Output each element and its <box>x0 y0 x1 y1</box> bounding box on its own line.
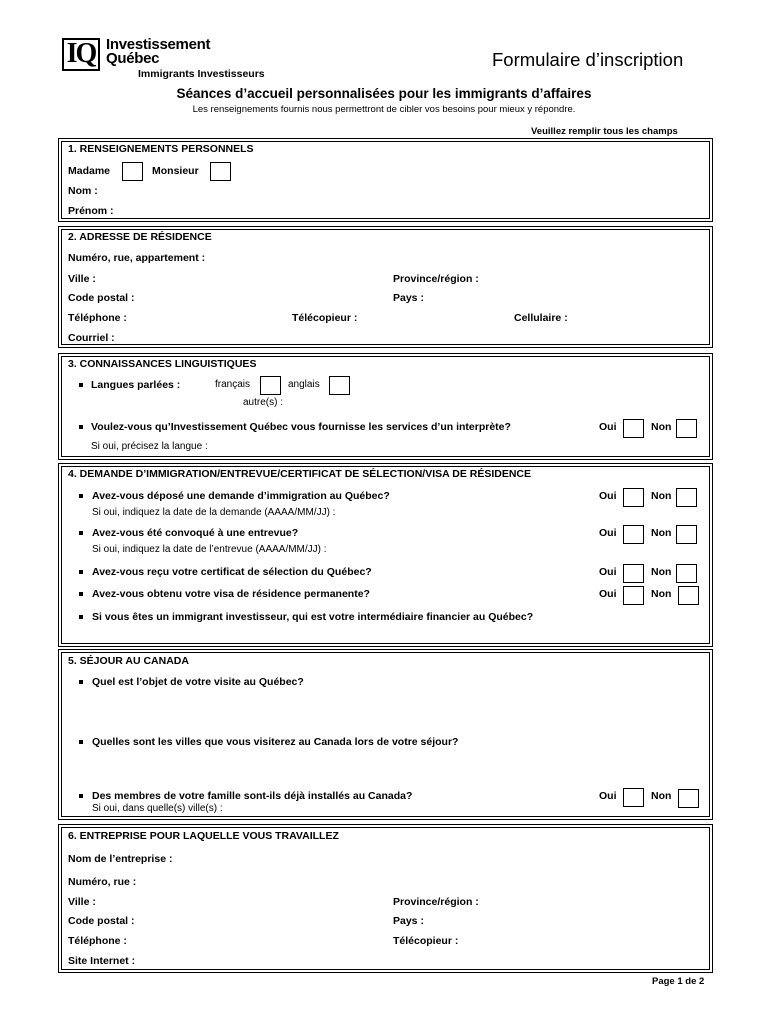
section-immigration-request <box>61 466 710 644</box>
bullet-icon <box>79 794 83 798</box>
demande-oui-checkbox[interactable] <box>623 488 644 507</box>
francais-label: français <box>215 379 251 390</box>
sub-title: Les renseignements fournis nous permettront de cibler vos besoins pour mieux y répondre. <box>192 104 576 115</box>
interprete-non-checkbox[interactable] <box>676 419 697 438</box>
section-company <box>61 827 710 970</box>
visa-oui-checkbox[interactable] <box>623 586 644 605</box>
logo-iq: IQ <box>66 38 96 69</box>
bullet-icon <box>79 531 83 535</box>
code-postal-label: Code postal : <box>68 292 135 304</box>
demande-non-checkbox[interactable] <box>676 488 697 507</box>
q-villes: Quelles sont les villes que vous visiterez au Canada lors de votre séjour? <box>92 736 459 748</box>
pays-label: Pays : <box>393 292 424 304</box>
province-label: Province/région : <box>393 896 479 908</box>
anglais-label: anglais <box>288 379 320 390</box>
nom-label: Nom : <box>68 185 98 197</box>
prenom-label: Prénom : <box>68 205 114 217</box>
bullet-icon <box>79 740 83 744</box>
pays-label: Pays : <box>393 915 424 927</box>
site-internet-label: Site Internet : <box>68 955 136 967</box>
ville-label: Ville : <box>68 273 96 285</box>
date-entrevue-label: Si oui, indiquez la date de l’entrevue (AAAA/MM/JJ) : <box>92 544 327 555</box>
section-title: 1. RENSEIGNEMENTS PERSONNELS <box>68 143 254 155</box>
monsieur-checkbox[interactable] <box>210 162 231 181</box>
famille-oui-checkbox[interactable] <box>623 788 644 807</box>
bullet-icon <box>79 425 83 429</box>
logo-line-3: Immigrants Investisseurs <box>138 68 265 80</box>
q-visa: Avez-vous obtenu votre visa de résidence permanente? <box>92 588 370 600</box>
courriel-label: Courriel : <box>68 332 115 344</box>
required-note: Veuillez remplir tous les champs <box>531 126 678 137</box>
page-number: Page 1 de 2 <box>652 976 705 987</box>
telecopieur-label: Télécopieur : <box>393 935 459 947</box>
date-demande-label: Si oui, indiquez la date de la demande (AAAA/MM/JJ) : <box>92 507 336 518</box>
bullet-icon <box>79 615 83 619</box>
province-label: Province/région : <box>393 273 479 285</box>
section-stay-canada <box>61 652 710 817</box>
langues-label: Langues parlées : <box>91 379 181 391</box>
q-entrevue: Avez-vous été convoqué à une entrevue? <box>92 527 299 539</box>
anglais-checkbox[interactable] <box>329 376 350 395</box>
bullet-icon <box>79 592 83 596</box>
section-languages <box>61 356 710 457</box>
form-title: Formulaire d’inscription <box>492 49 684 70</box>
madame-checkbox[interactable] <box>122 162 143 181</box>
code-postal-label: Code postal : <box>68 915 135 927</box>
non-label: Non <box>651 790 672 802</box>
nom-entreprise-label: Nom de l’entreprise : <box>68 853 173 865</box>
interprete-oui-checkbox[interactable] <box>623 419 644 438</box>
telephone-label: Téléphone : <box>68 312 127 324</box>
q-famille: Des membres de votre famille sont-ils déjà installés au Canada? <box>92 790 413 802</box>
famille-villes-label: Si oui, dans quelle(s) ville(s) : <box>92 803 223 814</box>
numero-rue-label: Numéro, rue : <box>68 876 137 888</box>
section-residence-address <box>61 229 710 345</box>
section-title: 3. CONNAISSANCES LINGUISTIQUES <box>68 358 257 370</box>
non-label: Non <box>651 566 672 578</box>
logo-line-1: Investissement <box>106 36 211 53</box>
section-title: 4. DEMANDE D’IMMIGRATION/ENTREVUE/CERTIFICAT DE SÉLECTION/VISA DE RÉSIDENCE <box>68 468 532 480</box>
oui-label: Oui <box>599 421 617 433</box>
non-label: Non <box>651 490 672 502</box>
cellulaire-label: Cellulaire : <box>514 312 568 324</box>
q-demande-immigration: Avez-vous déposé une demande d’immigration au Québec? <box>92 490 390 502</box>
oui-label: Oui <box>599 588 617 600</box>
certificat-non-checkbox[interactable] <box>676 564 697 583</box>
q-objet-visite: Quel est l’objet de votre visite au Québec? <box>92 676 304 688</box>
section-title: 2. ADRESSE DE RÉSIDENCE <box>68 231 212 243</box>
non-label: Non <box>651 527 672 539</box>
monsieur-label: Monsieur <box>152 165 199 177</box>
non-label: Non <box>651 588 672 600</box>
ville-label: Ville : <box>68 896 96 908</box>
q-intermediaire: Si vous êtes un immigrant investisseur, qui est votre intermédiaire financier au Québec? <box>92 611 534 623</box>
logo-line-2: Québec <box>106 50 160 67</box>
interprete-question: Voulez-vous qu’Investissement Québec vous fournisse les services d’un interprète? <box>91 421 511 433</box>
bullet-icon <box>79 570 83 574</box>
telephone-label: Téléphone : <box>68 935 127 947</box>
precisez-langue-label: Si oui, précisez la langue : <box>91 441 208 452</box>
non-label: Non <box>651 421 672 433</box>
francais-checkbox[interactable] <box>260 376 281 395</box>
telecopieur-label: Télécopieur : <box>292 312 358 324</box>
madame-label: Madame <box>68 165 111 177</box>
entrevue-oui-checkbox[interactable] <box>623 525 644 544</box>
bullet-icon <box>79 383 83 387</box>
section-title: 5. SÉJOUR AU CANADA <box>68 655 189 667</box>
section-personal-info <box>61 141 710 219</box>
oui-label: Oui <box>599 490 617 502</box>
main-title: Séances d’accueil personnalisées pour les immigrants d’affaires <box>176 86 592 101</box>
certificat-oui-checkbox[interactable] <box>623 564 644 583</box>
oui-label: Oui <box>599 566 617 578</box>
q-certificat: Avez-vous reçu votre certificat de sélection du Québec? <box>92 566 372 578</box>
numero-rue-label: Numéro, rue, appartement : <box>68 252 206 264</box>
famille-non-checkbox[interactable] <box>678 789 699 808</box>
autres-label: autre(s) : <box>243 397 284 408</box>
bullet-icon <box>79 494 83 498</box>
entrevue-non-checkbox[interactable] <box>676 525 697 544</box>
visa-non-checkbox[interactable] <box>678 586 699 605</box>
oui-label: Oui <box>599 790 617 802</box>
section-title: 6. ENTREPRISE POUR LAQUELLE VOUS TRAVAILLEZ <box>68 830 339 842</box>
oui-label: Oui <box>599 527 617 539</box>
bullet-icon <box>79 680 83 684</box>
